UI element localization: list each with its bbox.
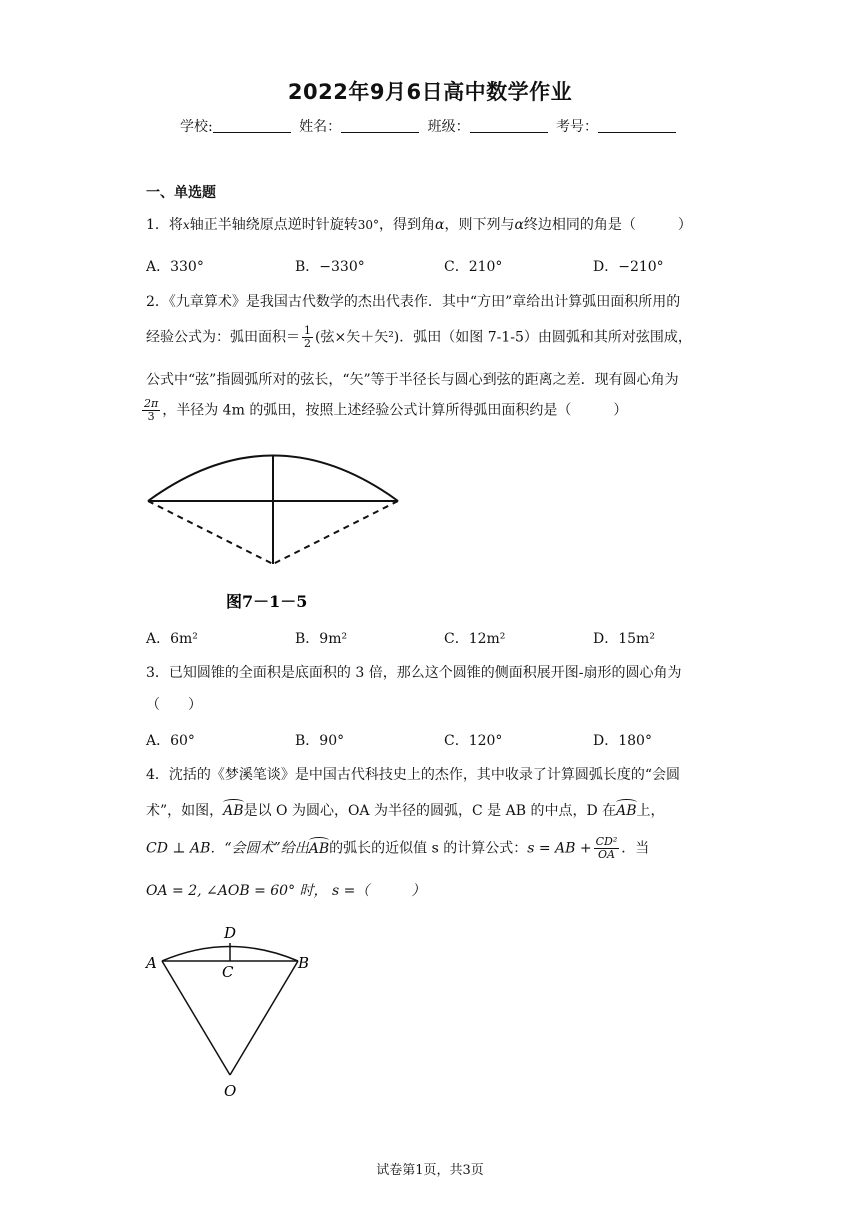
page-footer: 试卷第1页，共3页 [376, 1163, 484, 1178]
label-a: A [146, 954, 157, 972]
question-1-text: 1．将x轴正半轴绕原点逆时针旋转30°，得到角α，则下列与α终边相同的角是（ ） [146, 217, 692, 233]
q1-option-c[interactable]: C．210° [444, 259, 503, 275]
q3-option-d[interactable]: D．180° [593, 733, 652, 749]
arc-ab-symbol: AB [616, 803, 637, 819]
q3-option-a[interactable]: A．60° [146, 733, 195, 749]
q1-option-a[interactable]: A．330° [146, 259, 204, 275]
formula-lhs: s = AB + [527, 840, 592, 857]
question-2-line-2: 经验公式为：弧田面积＝ $\frac{1}{2}$ (弦×矢＋矢²)．弧田（如图 7-1-5）由圆弧和其所对弦围成， [146, 324, 692, 350]
label-d: D [224, 924, 237, 942]
arc-sector-figure [140, 920, 320, 1100]
q3-option-b[interactable]: B．90° [295, 733, 345, 749]
exam-number-label: 考号： [556, 119, 599, 135]
name-label: 姓名： [299, 119, 342, 135]
dashed-left-radius [148, 501, 273, 564]
school-label: 学校: [179, 119, 213, 135]
figure-caption: 图7－1－5 [226, 592, 308, 611]
q2-option-d[interactable]: D．15m² [593, 631, 655, 647]
school-blank[interactable] [213, 118, 291, 133]
arc-ab-symbol: AB [308, 840, 330, 857]
radius-ob [230, 961, 298, 1075]
question-2-line-4: $\frac{2\pi}{3}$ ，半径为 4m 的弧田，按照上述经验公式计算所得弧田面积约是（ ） [144, 397, 628, 423]
question-4-line-3: CD ⊥ AB．“会圆术”给出AB的弧长的近似值 s 的计算公式：s = AB + $\frac{\text{CD²}}{OA}$ ．当 [146, 835, 650, 861]
fraction-two-pi-over-three: $\frac{2\pi}{3}$ [144, 397, 159, 423]
q1-option-b[interactable]: B．−330° [295, 259, 365, 275]
question-3-line-2: （ ） [146, 697, 202, 713]
class-label: 班级： [427, 119, 470, 135]
question-3-line-1: 3．已知圆锥的全面积是底面积的 3 倍，那么这个圆锥的侧面积展开图-扇形的圆心角为 [146, 665, 682, 681]
question-2-line-1: 2．《九章算术》是我国古代数学的杰出代表作．其中“方田”章给出计算弧田面积所用的 [146, 294, 681, 310]
label-b: B [298, 954, 310, 972]
q1-option-d[interactable]: D．−210° [593, 259, 664, 275]
fraction-one-half: $\frac{1}{2}$ [304, 324, 311, 350]
q2-option-a[interactable]: A．6m² [146, 631, 198, 647]
exam-number-blank[interactable] [598, 118, 676, 133]
question-4-line-1: 4．沈括的《梦溪笔谈》是中国古代科技史上的杰作，其中收录了计算圆弧长度的“会圆 [146, 767, 681, 783]
label-c: C [222, 963, 234, 981]
arc-field-figure [140, 440, 410, 620]
q2-option-c[interactable]: C．12m² [444, 631, 506, 647]
class-blank[interactable] [470, 118, 548, 133]
section-heading: 一、单选题 [146, 185, 216, 201]
formula-fraction: $\frac{\text{CD²}}{OA}$ [595, 835, 618, 861]
q2-option-b[interactable]: B．9m² [295, 631, 348, 647]
question-4-line-4: OA = 2, ∠AOB = 60° 时， s =（ ） [146, 883, 426, 899]
q3-option-c[interactable]: C．120° [444, 733, 503, 749]
page-title: 2022年9月6日高中数学作业 [287, 80, 573, 104]
question-2-line-3: 公式中“弦”指圆弧所对的弦长，“矢”等于半径长与圆心到弦的距离之差．现有圆心角为 [146, 372, 679, 388]
arc-ab-symbol: AB [223, 803, 244, 819]
dashed-right-radius [273, 501, 398, 564]
name-blank[interactable] [341, 118, 419, 133]
student-info-line [0, 116, 860, 136]
radius-oa [162, 961, 230, 1075]
question-4-line-2: 术”，如图，AB是以 O 为圆心，OA 为半径的圆弧，C 是 AB 的中点，D 在AB上， [146, 803, 665, 819]
label-o: O [224, 1082, 237, 1100]
